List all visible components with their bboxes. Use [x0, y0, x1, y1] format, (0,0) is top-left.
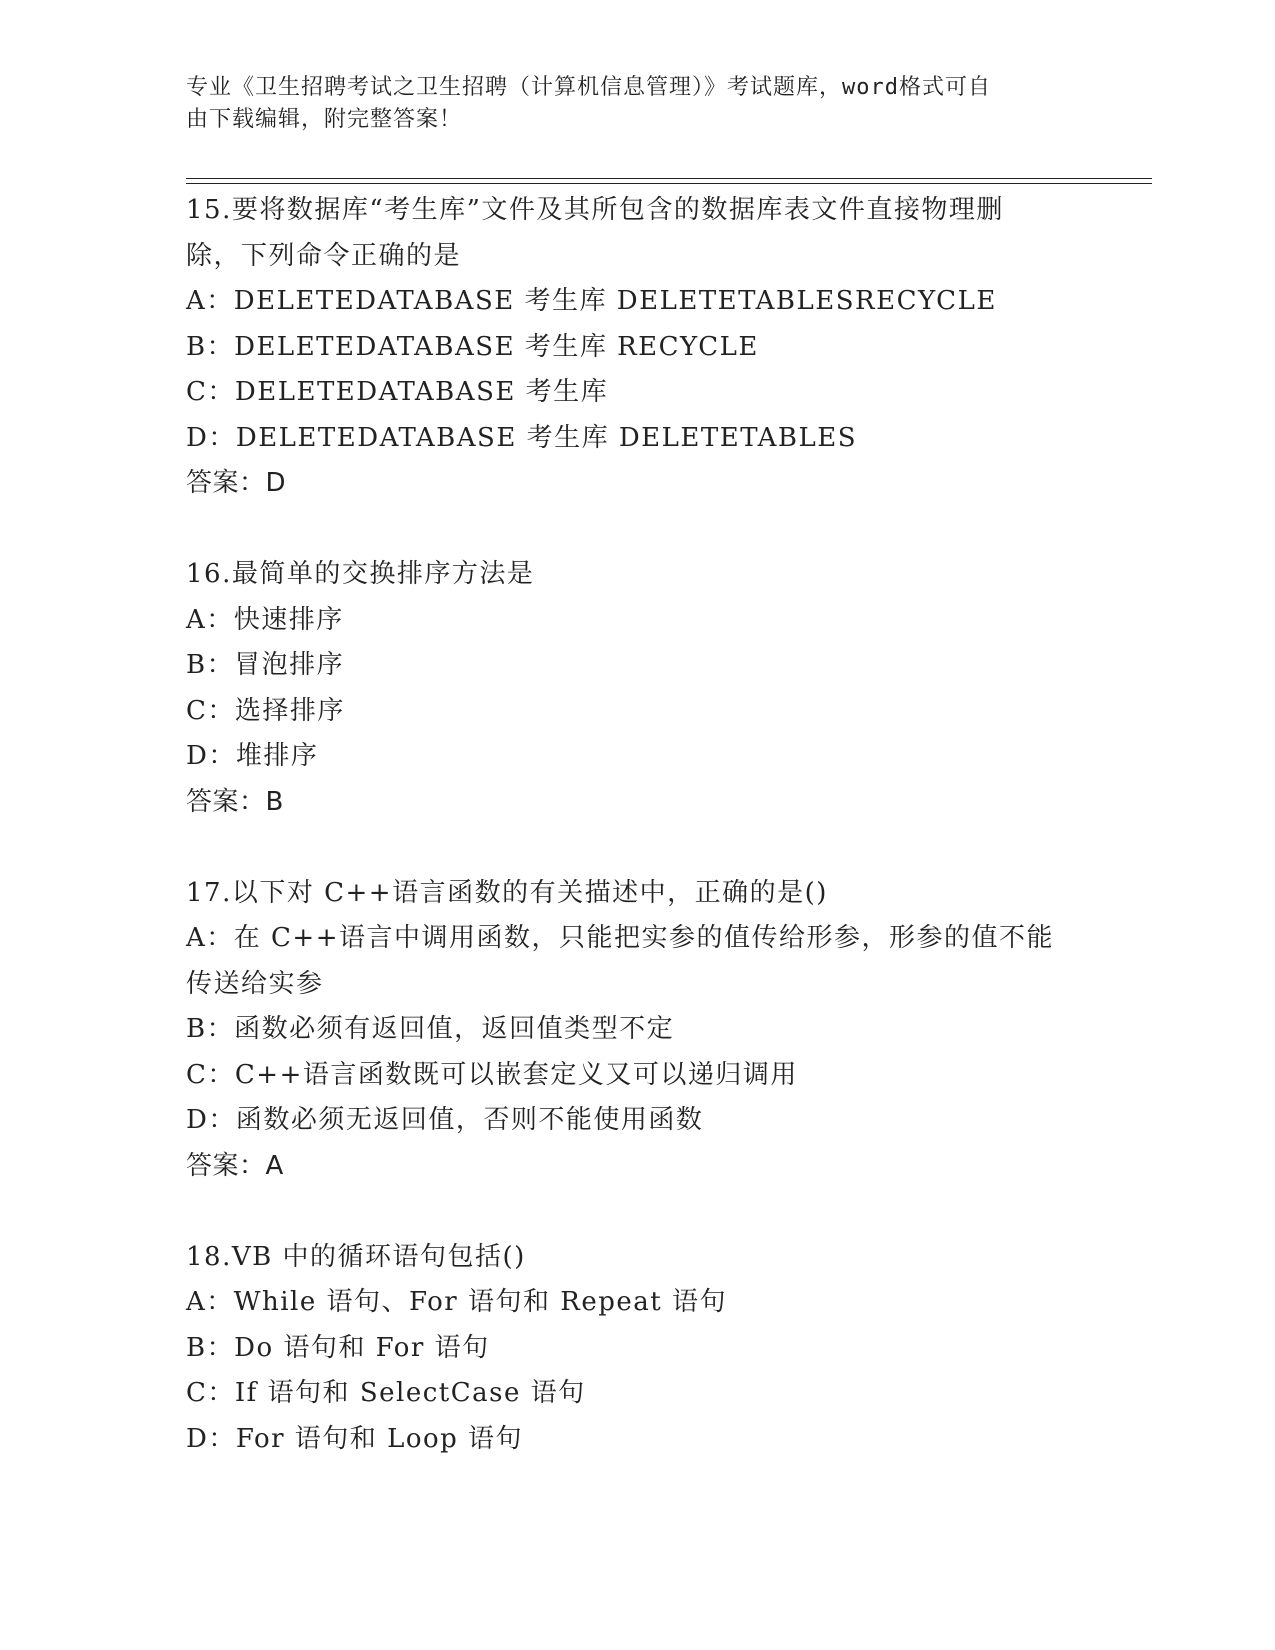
- question-stem-line: 除，下列命令正确的是: [186, 240, 462, 271]
- option-d: D：函数必须无返回值，否则不能使用函数: [186, 1105, 704, 1135]
- option-c: C：选择排序: [186, 695, 345, 726]
- question-15: [186, 188, 1086, 507]
- header-line-2: 由下载编辑，附完整答案！: [186, 107, 463, 132]
- question-spacer: [186, 825, 1086, 871]
- question-18: [186, 1235, 1086, 1463]
- question-spacer: [186, 507, 1086, 553]
- option-d: D：DELETEDATABASE 考生库 DELETETABLES: [186, 422, 858, 453]
- header-line-1: 专业《卫生招聘考试之卫生招聘（计算机信息管理）》考试题库，word格式可自: [186, 75, 991, 100]
- option-c: C：If 语句和 SelectCase 语句: [186, 1378, 586, 1408]
- option-b: B：冒泡排序: [186, 650, 345, 680]
- option-b: B：函数必须有返回值，返回值类型不定: [186, 1014, 675, 1044]
- question-list: [186, 188, 1086, 1462]
- option-a: A：快速排序: [186, 604, 344, 635]
- option-a: A：在 C++语言中调用函数，只能把实参的值传给形参，形参的值不能: [186, 923, 1055, 953]
- document-header: [186, 72, 1066, 136]
- question-stem-line: 18.VB 中的循环语句包括(): [186, 1241, 526, 1272]
- answer-line: 答案：B: [186, 786, 284, 817]
- option-a: A：DELETEDATABASE 考生库 DELETETABLESRECYCLE: [186, 286, 997, 316]
- question-17: [186, 871, 1086, 1190]
- question-stem-line: 15.要将数据库“考生库”文件及其所包含的数据库表文件直接物理删: [186, 195, 1004, 225]
- option-a-continued: 传送给实参: [186, 968, 324, 999]
- answer-line: 答案：A: [186, 1150, 284, 1181]
- option-d: D：堆排序: [186, 741, 319, 771]
- header-divider-bottom: [186, 183, 1152, 184]
- option-a: A：While 语句、For 语句和 Repeat 语句: [186, 1287, 727, 1317]
- option-d: D：For 语句和 Loop 语句: [186, 1423, 524, 1454]
- question-stem-line: 16.最简单的交换排序方法是: [186, 559, 535, 589]
- question-16: [186, 552, 1086, 825]
- header-divider-top: [186, 178, 1152, 179]
- option-c: C：C++语言函数既可以嵌套定义又可以递归调用: [186, 1059, 798, 1090]
- option-c: C：DELETEDATABASE 考生库: [186, 377, 609, 407]
- option-b: B：Do 语句和 For 语句: [186, 1332, 490, 1363]
- question-spacer: [186, 1189, 1086, 1235]
- option-b: B：DELETEDATABASE 考生库 RECYCLE: [186, 331, 759, 362]
- answer-line: 答案：D: [186, 468, 287, 498]
- question-stem-line: 17.以下对 C++语言函数的有关描述中，正确的是(): [186, 877, 828, 908]
